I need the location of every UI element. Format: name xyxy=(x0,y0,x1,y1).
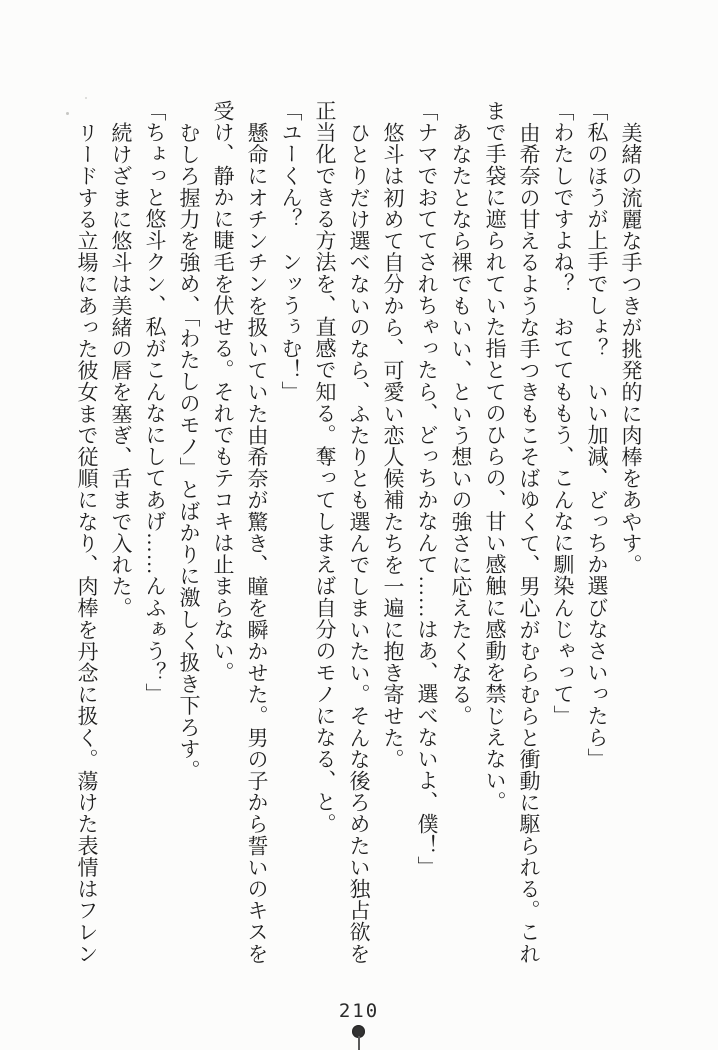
paragraph: リードする立場にあった彼女まで従順になり、肉棒を丹念に扱く。蕩けた表情はフレン xyxy=(75,121,99,964)
paragraph: 「ちょっと悠斗クン、私がこんなにしてあげ……んふぁう？」 xyxy=(143,100,167,705)
scan-speck xyxy=(66,112,69,115)
paragraph: 悠斗は初めて自分から、可愛い恋人候補たちを一遍に抱き寄せた。 xyxy=(381,121,405,770)
paragraph: あなたとなら裸でもいい、という想いの強さに応えたくなる。 xyxy=(449,121,473,727)
paragraph: むしろ握力を強め、「わたしのモノ」とばかりに激しく扱き下ろす。 xyxy=(177,121,201,781)
paragraph: 「私のほうが上手でしょ？ いい加減、どっちか選びなさいったら」 xyxy=(585,100,609,770)
paragraph: 「わたしですよね？ おててももう、こんなに馴染んじゃって」 xyxy=(551,100,575,727)
paragraph: 「ナマでおててされちゃったら、どっちかなんて……はあ、選べないよ、僕！」 xyxy=(415,100,439,878)
page-text xyxy=(70,100,648,966)
paragraph: 美緒の流麗な手つきが挑発的に肉棒をあやす。 xyxy=(619,121,643,576)
paragraph: 「ユーくん？ ンッうぅむ！」 xyxy=(279,100,303,403)
page-number: 210 xyxy=(338,1000,380,1022)
paragraph: 続けざまに悠斗は美緒の唇を塞ぎ、舌まで入れた。 xyxy=(109,121,133,619)
paragraph: 懸命にオチンチンを扱いていた由希奈が驚き、瞳を瞬かせた。男の子から誓いのキスを受け、静かに睫毛を伏せる。それでもテコキは止まらない。 xyxy=(211,100,269,964)
paragraph: 由希奈の甘えるような手つきもこそばゆくて、男心がむらむらと衝動に駆られる。これまで手袋に遮られていた指とてのひらの、甘い感触に感動を禁じえない。 xyxy=(483,100,541,964)
paragraph: ひとりだけ選べないのなら、ふたりとも選んでしまいたい。そんな後ろめたい独占欲を正当化できる方法を、直感で知る。奪ってしまえば自分のモノになる、と。 xyxy=(313,100,371,964)
pin-line xyxy=(358,1036,360,1050)
scan-speck xyxy=(85,97,87,99)
